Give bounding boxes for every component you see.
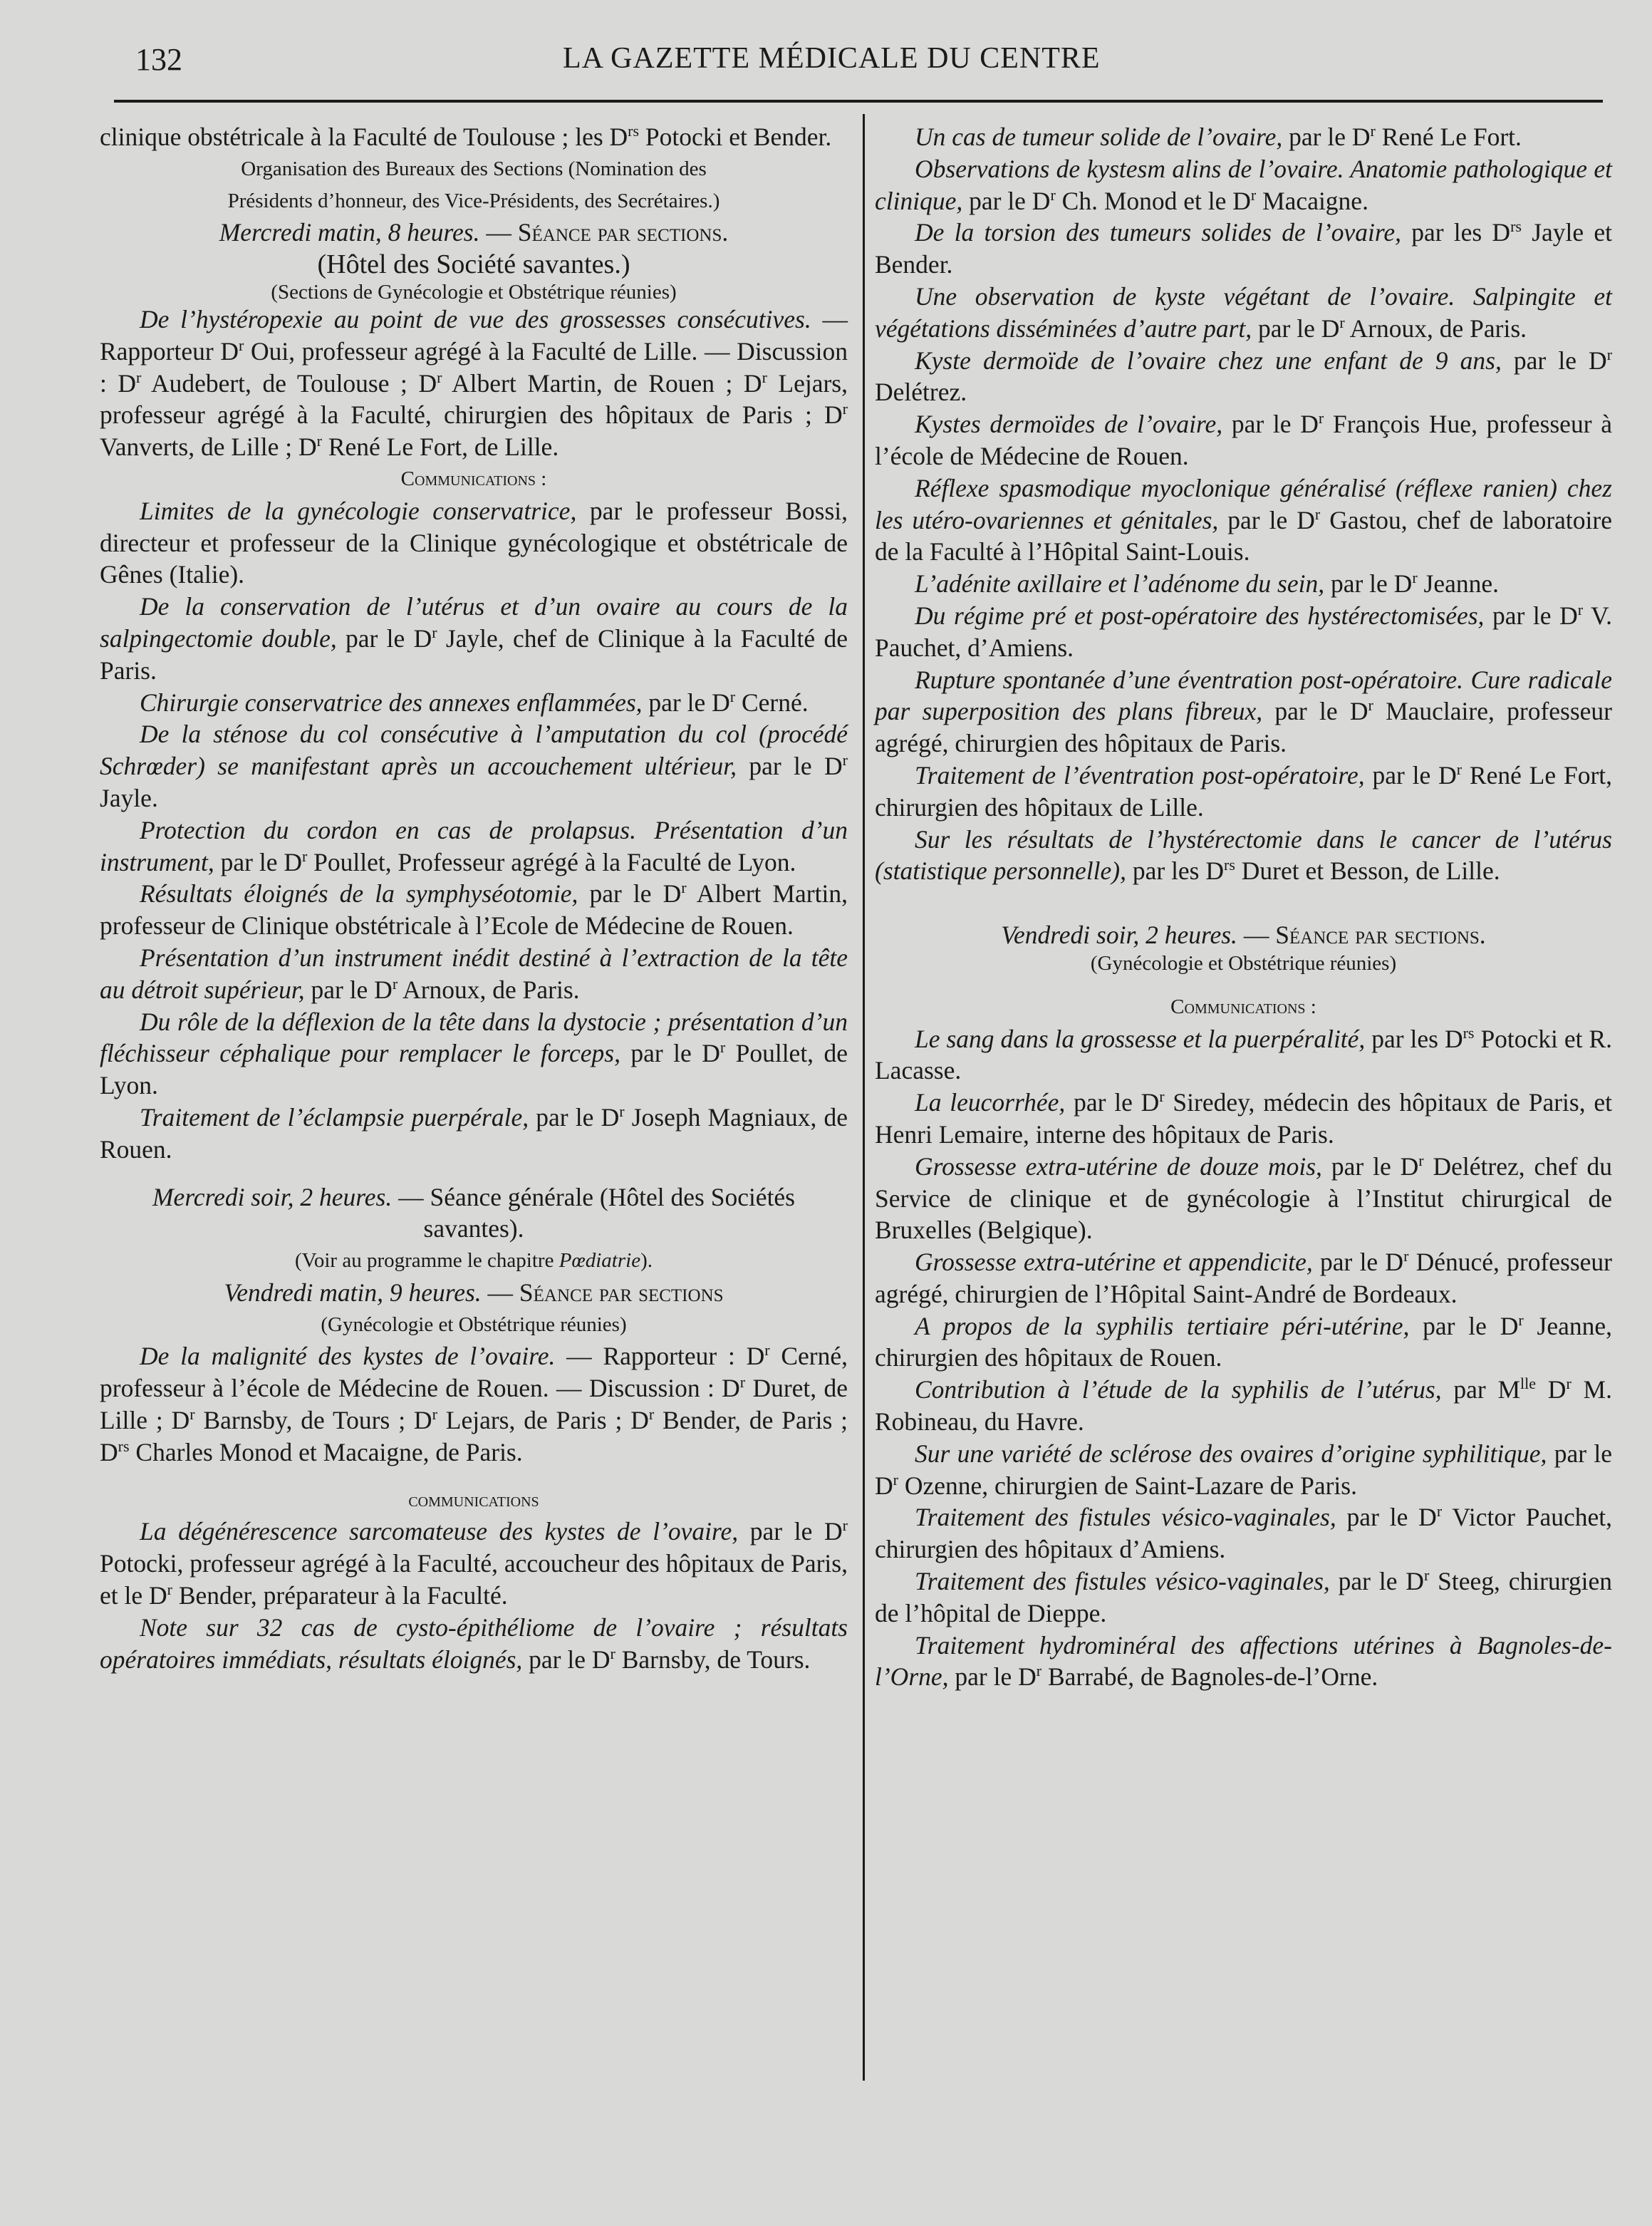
- venue: (Hôtel des Société savantes.): [317, 249, 630, 280]
- communications-heading: Communications :: [1170, 995, 1316, 1018]
- program-entry: La dégénérescence sarcomateuse des kystes de l’ovaire, par le $D^r$ Potocki, professeur agrégé à la Faculté, accoucheur des hôpitaux de Paris, et le $D^r$ Bender, préparateur à la Faculté.: [100, 1516, 848, 1610]
- sections-note: (Gynécologie et Obstétrique réunies): [321, 1313, 627, 1336]
- program-entry: Le sang dans la grossesse et la puerpéralité, par les $D^{rs}$ Potocki et R. Lacasse.: [875, 1023, 1612, 1085]
- program-entry: Traitement des fistules vésico-vaginales, par le $D^r$ Steeg, chirurgien de l’hôpital de Dieppe.: [875, 1566, 1612, 1627]
- program-entry: Traitement des fistules vésico-vaginales, par le $D^r$ Victor Pauchet, chirurgien des hôpitaux d’Amiens.: [875, 1502, 1613, 1564]
- sections-note: (Gynécologie et Obstétrique réunies): [1090, 951, 1397, 975]
- program-entry: Grossesse extra-utérine et appendicite, par le $D^r$ Dénucé, professeur agrégé, chirurgien de l’Hôpital Saint-André de Bordeaux.: [875, 1247, 1612, 1308]
- program-entry: Kyste dermoïde de l’ovaire chez une enfant de 9 ans, par le $D^r$ Delétrez.: [875, 345, 1613, 407]
- program-entry: De la sténose du col consécutive à l’amputation du col (procédé Schrœder) se manifestant après un accouchement ultérieur, par le $D^r$ Jayle.: [100, 720, 848, 812]
- program-entry: Traitement de l’éclampsie puerpérale, par le $D^r$ Joseph Magniaux, de Rouen.: [100, 1102, 848, 1164]
- program-entry: Grossesse extra-utérine de douze mois, par le $D^r$ Delétrez, chef du Service de clinique et de gynécologie à l’Institut chirurgical de Bruxelles (Belgique).: [875, 1151, 1613, 1245]
- program-entry: Une observation de kyste végétant de l’ovaire. Salpingite et végétations disséminées d’autre part, par le $D^r$ Arnoux, de Paris.: [875, 281, 1612, 343]
- program-entry: A propos de la syphilis tertiaire péri-utérine, par le $D^r$ Jeanne, chirurgien des hôpitaux de Rouen.: [875, 1310, 1612, 1372]
- session-heading: Vendredi matin, 9 heures. — Séance par sections: [224, 1278, 724, 1307]
- program-entry: De la malignité des kystes de l’ovaire. — Rapporteur : $D^r$ Cerné, professeur à l’école de Médecine de Rouen. — Discussion : $D^r$ Duret, de Lille ; $D^r$ Barnsby, de Tours ; $D^r$ Lejars, de Paris ; $D^r$ Bender, de Paris ; $D^{rs}$ Charles Monod et Macaigne, de Paris.: [100, 1341, 848, 1466]
- program-entry: Du rôle de la déflexion de la tête dans la dystocie ; présentation d’un fléchisseur céphalique pour remplacer le forceps, par le $D^r$ Poullet, de Lyon.: [100, 1007, 848, 1100]
- communications-heading: Communications :: [400, 467, 547, 490]
- organisation-note: Organisation des Bureaux des Sections (Nomination des Présidents d’honneur, des Vice-Présidents, des Secrétaires.): [227, 157, 720, 212]
- program-entry: Sur les résultats de l’hystérectomie dans le cancer de l’utérus (statistique personnelle), par les $D^{rs}$ Duret et Besson, de Lille.: [875, 824, 1612, 886]
- communications-heading: communications: [408, 1488, 539, 1511]
- program-entry: La leucorrhée, par le $D^r$ Siredey, médecin des hôpitaux de Paris, et Henri Lemaire, interne des hôpitaux de Paris.: [875, 1087, 1612, 1149]
- sections-note: (Sections de Gynécologie et Obstétrique réunies): [271, 280, 677, 304]
- program-entry: Kystes dermoïdes de l’ovaire, par le $D^r$ François Hue, professeur à l’école de Médecine de Rouen.: [875, 409, 1612, 470]
- program-entry: De la conservation de l’utérus et d’un ovaire au cours de la salpingectomie double, par le $D^r$ Jayle, chef de Clinique à la Faculté de Paris.: [100, 592, 848, 685]
- program-entry: Sur une variété de sclérose des ovaires d’origine syphilitique, par le $D^r$ Ozenne, chirurgien de Saint-Lazare de Paris.: [875, 1439, 1612, 1500]
- program-entry: Note sur 32 cas de cysto-épithéliome de l’ovaire ; résultats opératoires immédiats, résultats éloignés, par le $D^r$ Barnsby, de Tours.: [100, 1612, 848, 1674]
- program-entry: Observations de kystesm alins de l’ovaire. Anatomie pathologique et clinique, par le $D^r$ Ch. Monod et le $D^r$ Macaigne.: [875, 154, 1612, 215]
- paragraph: clinique obstétricale à la Faculté de Toulouse ; les $D^{rs}$ Potocki et Bender.: [100, 122, 832, 151]
- program-entry: De la torsion des tumeurs solides de l’ovaire, par les $D^{rs}$ Jayle et Bender.: [875, 217, 1612, 279]
- header-rule: [114, 100, 1603, 103]
- program-entry: Chirurgie conservatrice des annexes enflammées, par le $D^r$ Cerné.: [140, 687, 809, 717]
- program-entry: Traitement hydrominéral des affections utérines à Bagnoles-de-l’Orne, par le $D^r$ Barrabé, de Bagnoles-de-l’Orne.: [875, 1630, 1612, 1692]
- session-heading: Vendredi soir, 2 heures. — Séance par sections.: [1001, 920, 1486, 949]
- program-entry: Du régime pré et post-opératoire des hystérectomisées, par le $D^r$ V. Pauchet, d’Amiens.: [875, 601, 1612, 662]
- session-heading: Mercredi matin, 8 heures. — Séance par sections.: [219, 218, 729, 247]
- program-entry: De l’hystéropexie au point de vue des grossesses consécutives. — Rapporteur $D^r$ Oui, professeur agrégé à la Faculté de Lille. — Discussion : $D^r$ Audebert, de Toulouse ; $D^r$ Albert Martin, de Rouen ; $D^r$ Lejars, professeur agrégé à la Faculté, chirurgien des hôpitaux de Paris ; $D^r$ Vanverts, de Lille ; $D^r$ René Le Fort, de Lille.: [100, 304, 848, 462]
- program-entry: Présentation d’un instrument inédit destiné à l’extraction de la tête au détroit supérieur, par le $D^r$ Arnoux, de Paris.: [100, 943, 848, 1004]
- program-entry: Limites de la gynécologie conservatrice, par le professeur Bossi, directeur et professeur de la Clinique gynécologique et obstétricale de Gênes (Italie).: [100, 496, 848, 589]
- program-entry: Traitement de l’éventration post-opératoire, par le $D^r$ René Le Fort, chirurgien des hôpitaux de Lille.: [875, 760, 1612, 822]
- page-header: [135, 41, 1603, 84]
- session-heading: Mercredi soir, 2 heures. — Séance générale (Hôtel des Sociétés savantes).: [152, 1182, 796, 1243]
- column-divider: [863, 114, 865, 2081]
- program-entry: Un cas de tumeur solide de l’ovaire, par le $D^r$ René Le Fort.: [915, 122, 1522, 151]
- left-column: [100, 121, 848, 1675]
- program-entry: Résultats éloignés de la symphyséotomie, par le $D^r$ Albert Martin, professeur de Clinique obstétricale à l’Ecole de Médecine de Rouen.: [100, 879, 848, 941]
- running-title: LA GAZETTE MÉDICALE DU CENTRE: [563, 42, 1101, 75]
- program-note: (Voir au programme le chapitre Pœdiatrie).: [295, 1249, 653, 1273]
- program-entry: Contribution à l’étude de la syphilis de l’utérus, par $M^{lle}$ $D^r$ M. Robineau, du Havre.: [875, 1375, 1612, 1436]
- page-number: 132: [135, 42, 182, 77]
- program-entry: L’adénite axillaire et l’adénome du sein, par le $D^r$ Jeanne.: [915, 569, 1499, 599]
- program-entry: Réflexe spasmodique myoclonique généralisé (réflexe ranien) chez les utéro-ovariennes et génitales, par le $D^r$ Gastou, chef de laboratoire de la Faculté à l’Hôpital Saint-Louis.: [875, 473, 1612, 566]
- program-entry: Protection du cordon en cas de prolapsus. Présentation d’un instrument, par le $D^r$ Poullet, Professeur agrégé à la Faculté de Lyon.: [100, 815, 848, 876]
- program-entry: Rupture spontanée d’une éventration post-opératoire. Cure radicale par superposition des plans fibreux, par le $D^r$ Mauclaire, professeur agrégé, chirurgien des hôpitaux de Paris.: [875, 665, 1613, 758]
- right-column: [875, 121, 1612, 1693]
